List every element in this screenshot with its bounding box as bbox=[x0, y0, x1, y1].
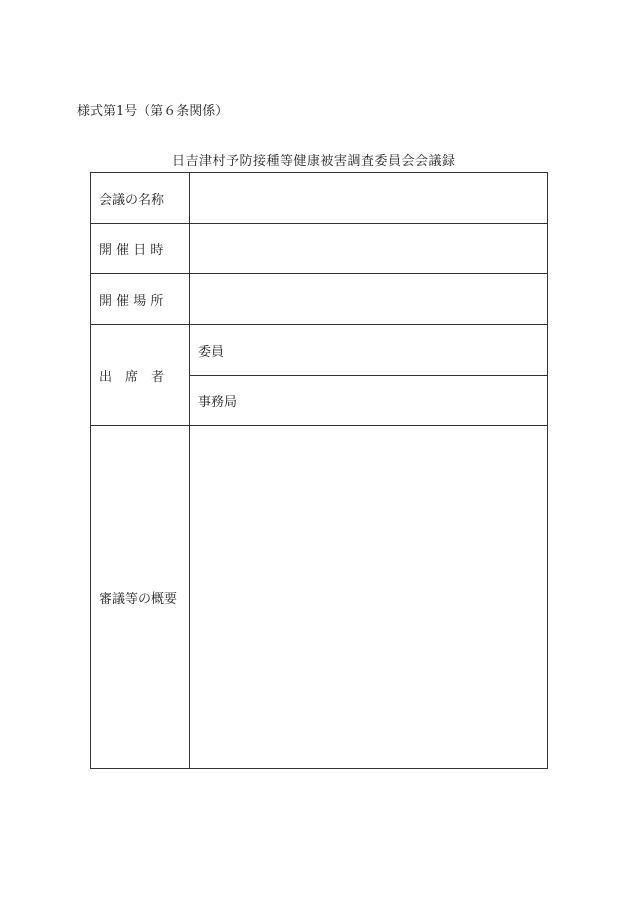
attendees-label: 出 席 者 bbox=[91, 325, 190, 426]
meeting-name-label: 会議の名称 bbox=[91, 173, 190, 224]
members-field[interactable]: 委員 bbox=[190, 325, 548, 376]
form-number: 様式第1号（第６条関係） bbox=[77, 104, 229, 119]
place-field[interactable] bbox=[190, 274, 548, 325]
datetime-label: 開 催 日 時 bbox=[91, 224, 190, 274]
datetime-field[interactable] bbox=[190, 224, 548, 274]
summary-label: 審議等の概要 bbox=[91, 426, 190, 769]
summary-field[interactable] bbox=[190, 426, 548, 769]
minutes-table bbox=[90, 172, 548, 769]
document-title: 日吉津村予防接種等健康被害調査委員会会議録 bbox=[172, 154, 456, 169]
meeting-name-field[interactable] bbox=[190, 173, 548, 224]
place-label: 開 催 場 所 bbox=[91, 274, 190, 325]
secretariat-field[interactable]: 事務局 bbox=[190, 376, 548, 426]
